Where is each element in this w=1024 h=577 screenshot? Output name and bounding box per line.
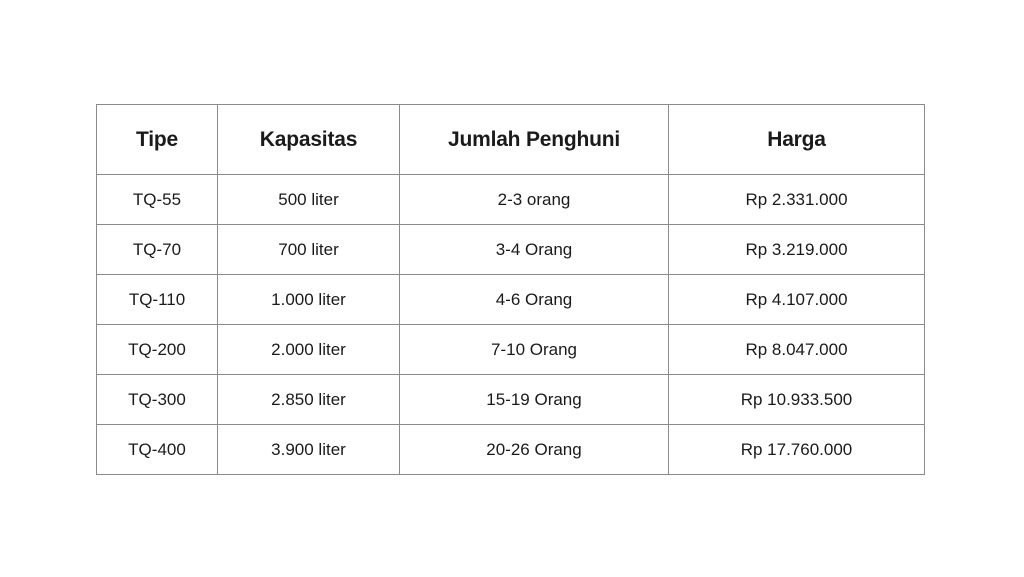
cell-tipe: TQ-200 (97, 325, 218, 375)
cell-kapasitas: 3.900 liter (218, 425, 400, 475)
price-table-container (96, 104, 924, 475)
table-row (97, 375, 925, 425)
table-row (97, 225, 925, 275)
cell-tipe: TQ-55 (97, 175, 218, 225)
table-row (97, 175, 925, 225)
cell-jumlah-penghuni: 15-19 Orang (400, 375, 669, 425)
cell-jumlah-penghuni: 4-6 Orang (400, 275, 669, 325)
cell-kapasitas: 700 liter (218, 225, 400, 275)
cell-jumlah-penghuni: 7-10 Orang (400, 325, 669, 375)
table-row (97, 425, 925, 475)
cell-harga: Rp 17.760.000 (669, 425, 925, 475)
table-row (97, 275, 925, 325)
table-row (97, 325, 925, 375)
cell-tipe: TQ-300 (97, 375, 218, 425)
cell-tipe: TQ-110 (97, 275, 218, 325)
cell-tipe: TQ-400 (97, 425, 218, 475)
header-harga: Harga (669, 105, 925, 175)
cell-kapasitas: 500 liter (218, 175, 400, 225)
cell-harga: Rp 2.331.000 (669, 175, 925, 225)
cell-kapasitas: 2.850 liter (218, 375, 400, 425)
cell-jumlah-penghuni: 20-26 Orang (400, 425, 669, 475)
cell-kapasitas: 1.000 liter (218, 275, 400, 325)
cell-kapasitas: 2.000 liter (218, 325, 400, 375)
cell-harga: Rp 8.047.000 (669, 325, 925, 375)
cell-tipe: TQ-70 (97, 225, 218, 275)
cell-harga: Rp 10.933.500 (669, 375, 925, 425)
header-jumlah-penghuni: Jumlah Penghuni (400, 105, 669, 175)
cell-jumlah-penghuni: 3-4 Orang (400, 225, 669, 275)
header-kapasitas: Kapasitas (218, 105, 400, 175)
table-header-row (97, 105, 925, 175)
cell-harga: Rp 3.219.000 (669, 225, 925, 275)
price-table (96, 104, 925, 475)
cell-jumlah-penghuni: 2-3 orang (400, 175, 669, 225)
header-tipe: Tipe (97, 105, 218, 175)
cell-harga: Rp 4.107.000 (669, 275, 925, 325)
